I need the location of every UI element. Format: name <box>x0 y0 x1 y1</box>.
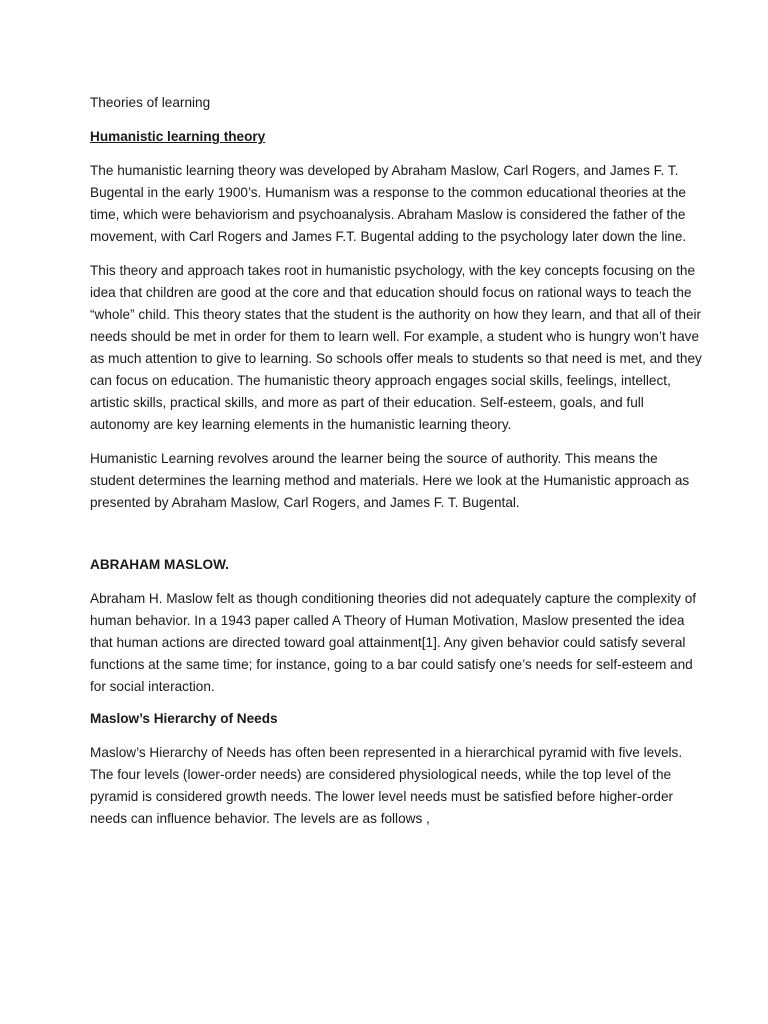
section-heading-humanistic: Humanistic learning theory <box>90 129 266 144</box>
paragraph-humanistic-authority: Humanistic Learning revolves around the learner being the source of authority. This means the student determines the learning method and materials. Here we look at the Humanistic approach as presented by Abraham Maslow, Carl Rogers, and James F. T. Bugental. <box>90 451 690 510</box>
subheading-hierarchy: Maslow’s Hierarchy of Needs <box>90 711 278 726</box>
document-title: Theories of learning <box>90 95 211 110</box>
paragraph-maslow: Abraham H. Maslow felt as though conditioning theories did not adequately capture the complexity of human behavior. In a 1943 paper called A Theory of Human Motivation, Maslow presented the idea that human actions are directed toward goal attainment[1]. Any given behavior could satisfy several functions at the same time; for instance, going to a bar could satisfy one’s needs for self-esteem and for social interaction. <box>90 591 697 694</box>
paragraph-humanistic-intro: The humanistic learning theory was developed by Abraham Maslow, Carl Rogers, and James F. T. Bugental in the early 1900’s. Humanism was a response to the common educational theories at the time, which were behaviorism and psychoanalysis. Abraham Maslow is considered the father of the movement, with Carl Rogers and James F.T. Bugental adding to the psychology later down the line. <box>90 163 687 244</box>
document-page <box>90 94 702 842</box>
paragraph-humanistic-approach: This theory and approach takes root in humanistic psychology, with the key concepts focusing on the idea that children are good at the core and that education should focus on rational ways to teach the “whole” child. This theory states that the student is the authority on how they learn, and that all of their needs should be met in order for them to learn well. For example, a student who is hungry won’t have as much attention to give to learning. So schools offer meals to students so that need is met, and they can focus on education. The humanistic theory approach engages social skills, feelings, intellect, artistic skills, practical skills, and more as part of their education. Self-esteem, goals, and full autonomy are key learning elements in the humanistic learning theory. <box>90 263 702 432</box>
section-heading-maslow: ABRAHAM MASLOW. <box>90 557 229 572</box>
paragraph-hierarchy: Maslow’s Hierarchy of Needs has often been represented in a hierarchical pyramid with five levels. The four levels (lower-order needs) are considered physiological needs, while the top level of the pyramid is considered growth needs. The lower level needs must be satisfied before higher-order needs can influence behavior. The levels are as follows , <box>90 745 683 826</box>
